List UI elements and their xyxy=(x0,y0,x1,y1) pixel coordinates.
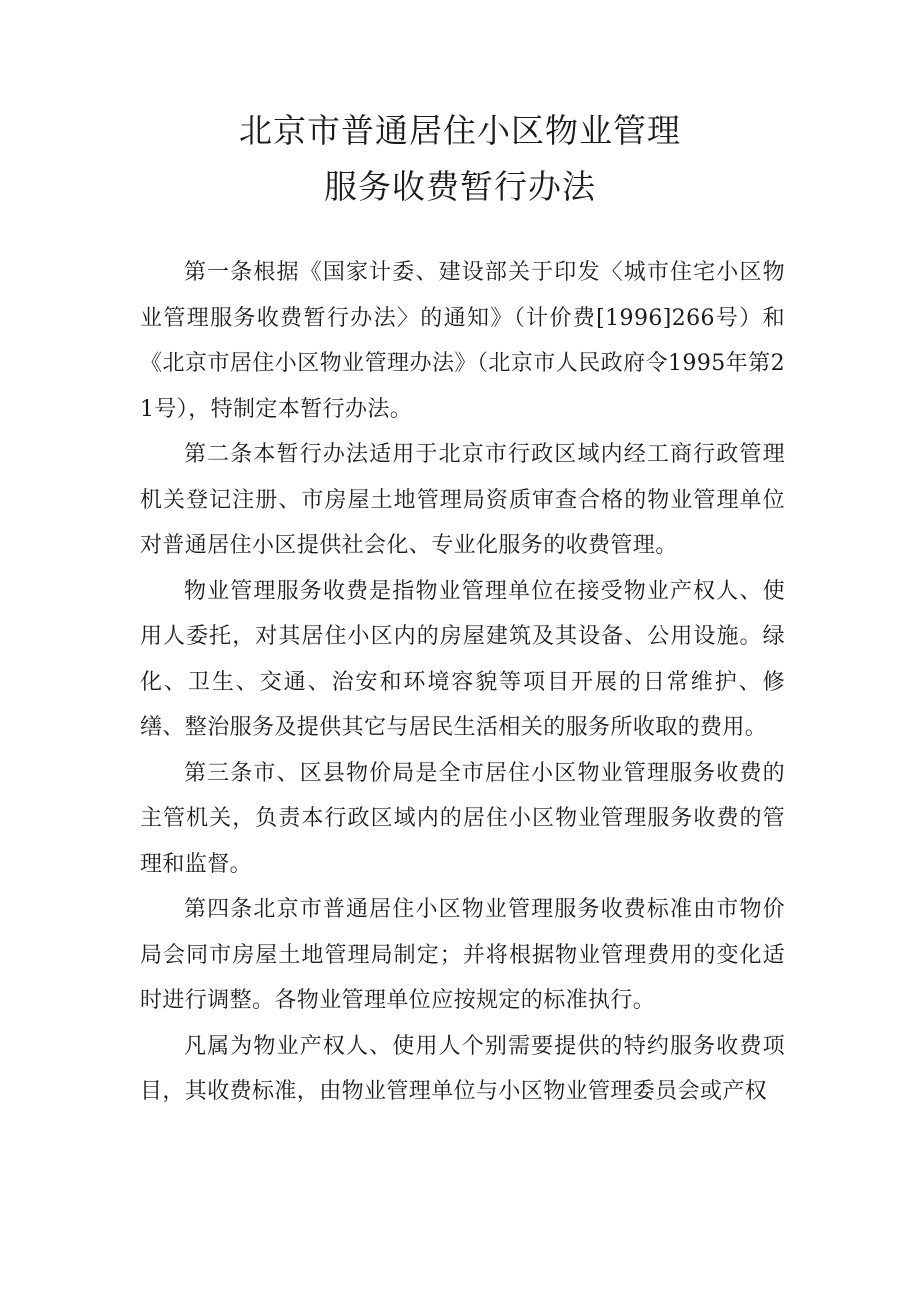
paragraph-article-1: 第一条根据《国家计委、建设部关于印发〈城市住宅小区物业管理服务收费暂行办法〉的通知》（计价费[1996]266号）和《北京市居住小区物业管理办法》（北京市人民政府令1995年第21号），特制定本暂行办法。 xyxy=(140,260,785,422)
document-title xyxy=(0,103,920,215)
paragraph-special-services: 凡属为物业产权人、使用人个别需要提供的特约服务收费项目，其收费标准，由物业管理单位与小区物业管理委员会或产权 xyxy=(140,1033,785,1104)
paragraph-article-2: 第二条本暂行办法适用于北京市行政区域内经工商行政管理机关登记注册、市房屋土地管理局资质审查合格的物业管理单位对普通居住小区提供社会化、专业化服务的收费管理。 xyxy=(140,442,785,558)
paragraph-definition: 物业管理服务收费是指物业管理单位在接受物业产权人、使用人委托，对其居住小区内的房屋建筑及其设备、公用设施。绿化、卫生、交通、治安和环境容貌等项目开展的日常维护、修缮、整治服务及提供其它与居民生活相关的服务所收取的费用。 xyxy=(140,578,785,740)
title-line-1: 北京市普通居住小区物业管理 xyxy=(239,111,681,150)
paragraph-article-3: 第三条市、区县物价局是全市居住小区物业管理服务收费的主管机关，负责本行政区域内的居住小区物业管理服务收费的管理和监督。 xyxy=(140,760,785,877)
title-line-2: 服务收费暂行办法 xyxy=(324,167,596,206)
document-body xyxy=(140,250,785,1115)
paragraph-article-4: 第四条北京市普通居住小区物业管理服务收费标准由市物价局会同市房屋土地管理局制定；并将根据物业管理费用的变化适时进行调整。各物业管理单位应按规定的标准执行。 xyxy=(140,897,785,1013)
